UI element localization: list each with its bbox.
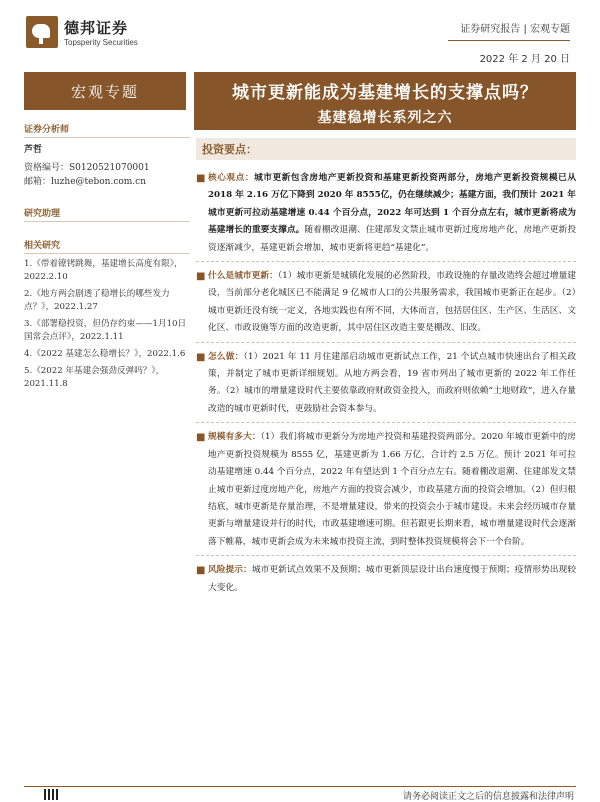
brand-logo [26,16,138,48]
paragraph-lead: 风险提示： [208,565,252,576]
summary-paragraph [196,268,576,343]
related-heading: 相关研究 [24,238,190,254]
market-heading: 研究助理 [24,206,190,222]
bullet-icon: ■ [196,271,206,283]
paragraph-text: （1）2021 年 11 月住建部启动城市更新试点工作，21 个试点城市快速出台了相关政策，并制定了城市更新详细规划。从地方两会看，19 省市列出了城市更新的 2022 年工作任务。（2）城市的增量建设时代主要依靠政府财政资金投入，而政府则依赖“土地财政”，进入存量改造的城市更新时代，更鼓励社会资本参与。 [208,351,577,414]
analyst-email[interactable]: 邮箱：luzhe@tebon.com.cn [24,177,147,187]
logo-cn: 德邦证券 [64,19,129,37]
paragraph-text: 城市更新试点效果不及预期；城市更新顶层设计出台速度慢于预期；疫情形势出现较大变化。 [208,565,577,593]
related-item[interactable]: 5.《2022 年基建会强劲反弹吗？》，2021.11.8 [24,366,165,389]
category-banner: 宏观专题 [24,72,186,110]
paragraph-lead: 规模有多大： [208,432,261,443]
related-item[interactable]: 3.《部署稳投资，但仍存约束——1月10日国常会点评》，2022.1.11 [24,319,187,342]
title-banner [194,72,576,130]
analyst-heading: 证券分析师 [24,122,190,138]
header-rule [448,40,570,41]
cert-number: 资格编号：S0120521070001 [24,163,150,173]
summary-paragraph [196,170,576,262]
related-item[interactable]: 1.《带着镣铐跳舞，基建增长高度有限》，2022.2.10 [24,259,183,282]
analyst-name: 芦哲 [24,145,43,155]
paragraph-text: （1）城市更新是城镇化发展的必然阶段，市政设施的存量改造终会超过增量建设，当前部分老化城区已不能满足 9 亿城市人口的公共服务需求，我国城市更新正在起步。（2）城市更新还没有统一定义，各地实践也有所不同，大体而言，包括居住区、生产区、生活区、文化区、市政设施等方面的改造更新，其中居住区改造主要是棚改、旧改。 [208,271,576,334]
market-section [24,206,190,226]
footer-rule [24,786,576,787]
report-subtitle: 基建稳增长系列之六 [317,110,453,126]
paragraph-lead: 什么是城市更新： [208,271,278,282]
report-type: 证券研究报告 | 宏观专题 [460,24,570,35]
paragraph-bold: 城市更新包含房地产更新投资和基建更新投资两部分，房地产更新投资规模已从 2018 年 2.16 万亿下降到 2020 年 8555亿，仍在继续减少；基建方面，我们预计 2021 年城市更新可拉动基建增速 0.44 个百分点，2022 年可达到 1 个百分点左右，城市更新将成为基建增长的重要支撑点。 [208,173,577,236]
report-title: 城市更新能成为基建增长的支撑点吗？ [232,83,538,103]
paragraph-text: （1）我们将城市更新分为房地产投资和基建投资两部分。2020 年城市更新中的房地产更新投资规模为 8555 亿，基建更新为 1.66 万亿，合计约 2.5 万亿。预计 2021 年可拉动基建增速 0.44 个百分点，2022 年有望达到 1 个百分点左右。随着棚改退潮、住建部发文禁止城市更新过度房地产化，房地产方面的投资会减少，市政基建方面的投资会增加。（2）但归根结底，城市更新是存量治理，不是增量建设，带来的投资会小于城市建设。未来会经历城市存量更新与增量建设并行的时代，市政基建增速可期。但若跟更长期来看，城市增量建设时代会逐渐落下帷幕，城市更新会成为未来城市投资主流，到时整体投资规模将会下一个台阶。 [208,432,576,547]
paragraph-text: 随着棚改退潮、住建部发文禁止城市更新过度房地产化，房地产更新投资逐渐减少，基建更新会增加，城市更新将更趋“基建化”。 [208,225,577,253]
report-date: 2022 年 2 月 20 日 [479,54,570,65]
analyst-section [24,122,190,189]
summary-paragraph [196,429,576,556]
qr-code-icon [44,789,58,800]
bullet-icon: ■ [196,351,206,363]
paragraph-lead: 核心观点： [208,173,255,183]
paragraph-lead: 怎么做： [208,351,244,362]
bullet-icon: ■ [196,565,206,577]
logo-mark-icon [26,16,58,48]
related-item[interactable]: 4.《2022 基建怎么稳增长？》，2022.1.6 [24,349,186,359]
disclaimer: 请务必阅读正文之后的信息披露和法律声明 [402,792,574,802]
bullet-icon: ■ [196,432,206,444]
main-content [196,138,576,607]
bullet-icon: ■ [196,173,206,184]
related-section [24,238,190,395]
related-item[interactable]: 2.《地方两会剧透了稳增长的哪些发力点？》，2022.1.27 [24,289,170,312]
summary-paragraph [196,562,576,601]
points-heading: 投资要点： [196,138,576,160]
logo-en: Topsperity Securities [64,38,138,47]
summary-paragraph [196,349,576,424]
